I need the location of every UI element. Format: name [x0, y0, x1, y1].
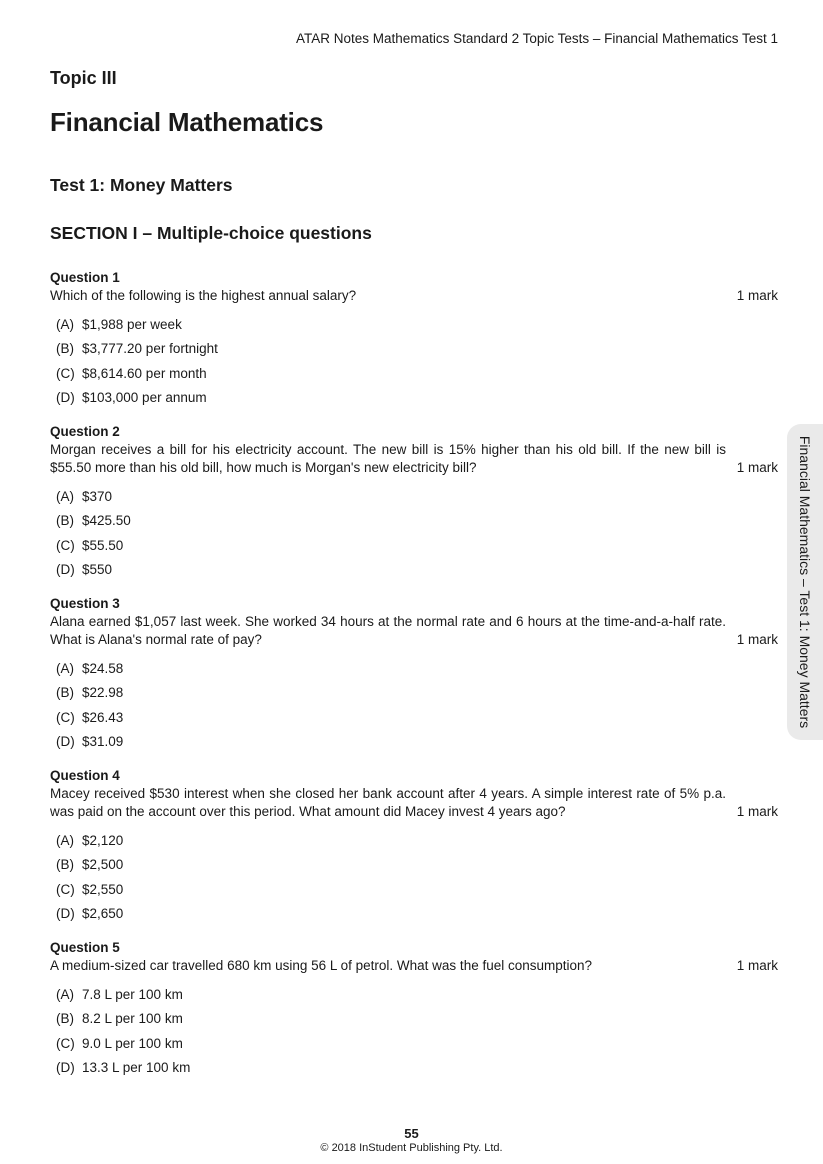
- side-tab: [787, 424, 823, 740]
- question-heading: Question 3: [50, 596, 120, 611]
- topic-label: Topic III: [50, 68, 117, 88]
- option-text: $550: [82, 561, 113, 577]
- option-letter: (B): [56, 857, 74, 873]
- option-text: $370: [82, 489, 113, 504]
- option-d: [50, 561, 780, 585]
- options-list: [50, 986, 780, 1083]
- option-b: [50, 684, 780, 708]
- option-letter: (C): [56, 1035, 75, 1051]
- question-text: Morgan receives a bill for his electricity account. The new bill is 15% higher than his old bill. If the new bill is $55.50 more than his old bill, how much is Morgan's new electricity bill?: [50, 442, 726, 475]
- option-text: $26.43: [82, 709, 124, 725]
- option-letter: (D): [56, 733, 75, 749]
- page-number: 55: [404, 1126, 419, 1141]
- option-letter: (A): [56, 987, 74, 1002]
- option-text: $3,777.20 per fortnight: [82, 341, 218, 357]
- option-d: [50, 389, 780, 413]
- option-letter: (B): [56, 685, 74, 701]
- option-a: [50, 986, 780, 1010]
- question-3: [50, 595, 780, 757]
- option-text: 7.8 L per 100 km: [82, 987, 183, 1002]
- page-title: Financial Mathematics: [50, 107, 324, 137]
- option-text: $22.98: [82, 685, 124, 701]
- option-letter: (B): [56, 1011, 74, 1027]
- test-title: Test 1: Money Matters: [50, 175, 233, 195]
- option-letter: (B): [56, 341, 74, 357]
- side-tab-label: Financial Mathematics – Test 1: Money Matters: [797, 435, 813, 729]
- option-text: $8,614.60 per month: [82, 365, 207, 381]
- running-header: ATAR Notes Mathematics Standard 2 Topic Tests – Financial Mathematics Test 1: [296, 31, 778, 46]
- question-body: [50, 957, 780, 975]
- question-text: Which of the following is the highest annual salary?: [50, 288, 357, 303]
- question-2: [50, 423, 780, 585]
- question-mark: 1 mark: [736, 288, 778, 303]
- options-list: [50, 488, 780, 585]
- option-letter: (C): [56, 881, 75, 897]
- option-text: $55.50: [82, 537, 124, 553]
- option-letter: (B): [56, 513, 74, 529]
- option-c: [50, 881, 780, 905]
- copyright: © 2018 InStudent Publishing Pty. Ltd.: [320, 1142, 503, 1154]
- option-text: $2,500: [82, 857, 124, 873]
- question-mark: 1 mark: [736, 460, 778, 475]
- question-mark: 1 mark: [736, 632, 778, 647]
- option-text: $1,988 per week: [82, 317, 182, 332]
- question-text: A medium-sized car travelled 680 km using 56 L of petrol. What was the fuel consumption?: [50, 958, 593, 973]
- option-c: [50, 709, 780, 733]
- question-heading: Question 2: [50, 424, 120, 439]
- option-a: [50, 660, 780, 684]
- question-body: [50, 287, 780, 305]
- question-text: Macey received $530 interest when she closed her bank account after 4 years. A simple interest rate of 5% p.a. was paid on the account over this period. What amount did Macey invest 4 years ago?: [50, 786, 726, 819]
- question-text: Alana earned $1,057 last week. She worked 34 hours at the normal rate and 6 hours at the time-and-a-half rate. What is Alana's normal rate of pay?: [50, 614, 726, 647]
- question-mark: 1 mark: [736, 804, 778, 819]
- option-d: [50, 1059, 780, 1083]
- option-letter: (C): [56, 709, 75, 725]
- option-text: $2,650: [82, 905, 124, 921]
- question-body: [50, 785, 780, 821]
- option-text: $103,000 per annum: [82, 389, 207, 405]
- question-heading: Question 4: [50, 768, 120, 783]
- option-text: $24.58: [82, 661, 124, 676]
- option-c: [50, 365, 780, 389]
- option-letter: (A): [56, 489, 74, 504]
- section-title: SECTION I – Multiple-choice questions: [50, 223, 372, 243]
- option-letter: (A): [56, 317, 74, 332]
- option-a: [50, 488, 780, 512]
- option-letter: (D): [56, 561, 75, 577]
- option-d: [50, 733, 780, 757]
- question-1: [50, 269, 780, 413]
- option-a: [50, 316, 780, 340]
- option-letter: (A): [56, 833, 74, 848]
- question-5: [50, 939, 780, 1083]
- option-c: [50, 537, 780, 561]
- option-b: [50, 512, 780, 536]
- option-letter: (D): [56, 389, 75, 405]
- option-a: [50, 832, 780, 856]
- option-c: [50, 1035, 780, 1059]
- question-heading: Question 1: [50, 270, 120, 285]
- option-text: 13.3 L per 100 km: [82, 1059, 191, 1075]
- option-letter: (C): [56, 537, 75, 553]
- option-text: 8.2 L per 100 km: [82, 1011, 183, 1027]
- option-text: $2,550: [82, 881, 124, 897]
- option-b: [50, 340, 780, 364]
- option-d: [50, 905, 780, 929]
- option-text: $425.50: [82, 513, 131, 529]
- option-b: [50, 856, 780, 880]
- option-letter: (A): [56, 661, 74, 676]
- option-letter: (C): [56, 365, 75, 381]
- question-body: [50, 441, 780, 477]
- option-text: 9.0 L per 100 km: [82, 1035, 183, 1051]
- question-heading: Question 5: [50, 940, 120, 955]
- options-list: [50, 316, 780, 413]
- option-text: $2,120: [82, 833, 124, 848]
- option-b: [50, 1010, 780, 1034]
- question-body: [50, 613, 780, 649]
- options-list: [50, 832, 780, 929]
- options-list: [50, 660, 780, 757]
- question-mark: 1 mark: [736, 958, 778, 973]
- option-text: $31.09: [82, 733, 124, 749]
- question-4: [50, 767, 780, 929]
- option-letter: (D): [56, 905, 75, 921]
- option-letter: (D): [56, 1059, 75, 1075]
